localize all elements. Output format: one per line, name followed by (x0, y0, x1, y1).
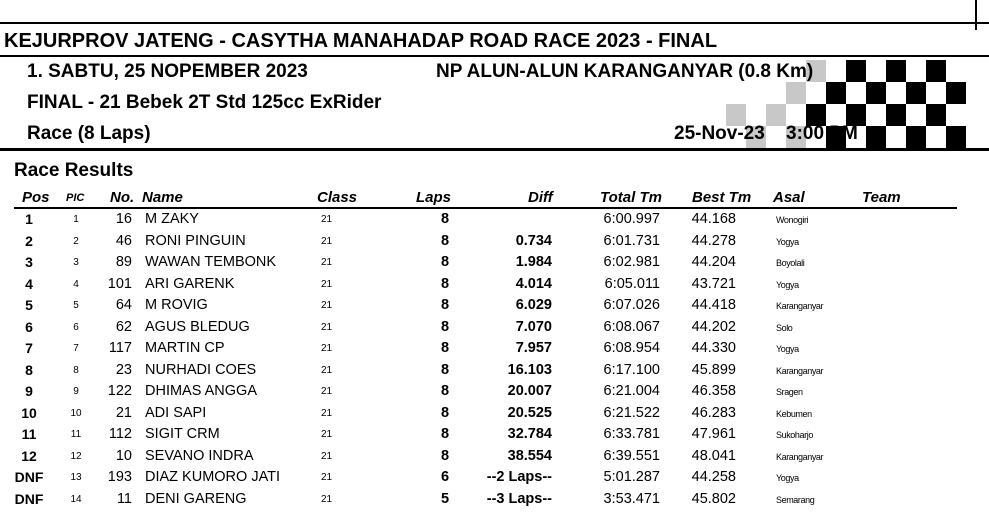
cell-pic: 8 (73, 364, 79, 376)
cell-no: 46 (115, 232, 132, 249)
table-row (0, 381, 989, 403)
cell-name: SIGIT CRM (145, 426, 220, 442)
cell-laps: 8 (440, 297, 450, 313)
col-asal: Asal (773, 189, 805, 206)
cell-diff: 7.957 (515, 340, 552, 356)
cell-name: MARTIN CP (145, 340, 225, 356)
cell-best: 46.358 (691, 383, 736, 399)
cell-pos: 8 (25, 361, 33, 378)
table-row (0, 424, 989, 446)
col-diff: Diff (528, 189, 553, 206)
top-right-rule (975, 0, 977, 30)
cell-laps: 8 (440, 383, 450, 399)
cell-name: ARI GARENK (145, 275, 235, 292)
table-row (0, 446, 989, 468)
cell-pic: 6 (73, 321, 79, 333)
cell-pic: 3 (73, 257, 79, 268)
section-title: Race Results (14, 160, 134, 181)
cell-no: 11 (116, 490, 132, 507)
cell-no: 193 (107, 469, 132, 485)
cell-cls: 21 (321, 386, 333, 397)
cell-pos: 12 (21, 447, 37, 464)
table-row (0, 338, 989, 360)
col-no: No. (110, 189, 135, 206)
race-time: 3:00 PM (786, 123, 858, 144)
table-row (0, 209, 989, 231)
cell-total: 3:53.471 (603, 490, 660, 507)
cell-diff: 7.070 (515, 318, 552, 335)
cell-diff: 6.029 (515, 297, 552, 313)
cell-total: 6:07.026 (603, 297, 660, 313)
flag-square (866, 82, 886, 104)
cell-total: 6:00.997 (603, 211, 660, 227)
table-row (0, 489, 989, 511)
table-row (0, 467, 989, 489)
cell-diff: 38.554 (507, 447, 552, 464)
cell-asal: Sukoharjo (776, 430, 813, 440)
cell-cls: 21 (321, 321, 333, 333)
cell-asal: Yogya (776, 279, 799, 290)
cell-asal: Yogya (776, 473, 799, 483)
cell-total: 6:01.731 (603, 232, 660, 249)
table-row (0, 274, 989, 296)
cell-asal: Semarang (776, 494, 815, 505)
cell-laps: 8 (440, 404, 450, 421)
cell-laps: 8 (440, 254, 450, 270)
cell-no: 64 (115, 297, 132, 313)
cell-pic: 2 (73, 235, 79, 247)
race-laps: Race (8 Laps) (27, 123, 151, 144)
cell-no: 16 (115, 211, 132, 227)
flag-square (826, 82, 846, 104)
race-date: 25-Nov-23 (674, 123, 765, 144)
cell-name: AGUS BLEDUG (145, 318, 250, 335)
cell-no: 117 (108, 340, 132, 356)
col-name: Name (142, 189, 183, 206)
table-row (0, 231, 989, 253)
cell-laps: 8 (440, 426, 450, 442)
cell-name: M ROVIG (145, 297, 208, 313)
cell-total: 5:01.287 (603, 469, 660, 485)
table-row (0, 252, 989, 274)
cell-laps: 8 (440, 275, 450, 292)
col-class: Class (317, 189, 358, 206)
flag-square (926, 104, 946, 126)
cell-name: SEVANO INDRA (145, 447, 254, 464)
cell-pos: 1 (25, 211, 33, 227)
class-title: FINAL - 21 Bebek 2T Std 125cc ExRider (27, 92, 382, 113)
cell-laps: 8 (440, 340, 450, 356)
cell-name: NURHADI COES (145, 361, 257, 378)
flag-square (906, 82, 926, 104)
cell-laps: 8 (440, 232, 450, 249)
cell-pos: 7 (25, 340, 33, 356)
cell-best: 43.721 (691, 275, 736, 292)
cell-best: 44.204 (691, 254, 736, 270)
cell-asal: Boyolali (776, 258, 805, 268)
col-best-time: Best Tm (692, 189, 752, 206)
cell-pos: 11 (21, 426, 37, 442)
cell-cls: 21 (321, 407, 333, 419)
col-pos: Pos (22, 189, 50, 206)
cell-pic: 9 (73, 386, 79, 397)
cell-best: 44.278 (691, 232, 736, 249)
cell-diff: --2 Laps-- (486, 469, 552, 485)
cell-laps: 8 (440, 447, 450, 464)
cell-pic: 11 (70, 429, 82, 440)
cell-diff: --3 Laps-- (486, 490, 552, 507)
cell-pos: DNF (14, 490, 44, 507)
cell-asal: Wonogiri (776, 215, 809, 225)
cell-cls: 21 (321, 278, 333, 290)
col-total-time: Total Tm (600, 189, 662, 206)
cell-diff: 32.784 (507, 426, 552, 442)
cell-no: 62 (115, 318, 132, 335)
cell-pic: 13 (70, 472, 82, 483)
cell-asal: Karanganyar (776, 365, 824, 376)
cell-best: 45.802 (691, 490, 736, 507)
cell-name: DIAZ KUMORO JATI (145, 469, 281, 485)
cell-laps: 8 (440, 211, 450, 227)
cell-pos: 4 (25, 275, 33, 292)
cell-cls: 21 (321, 493, 333, 505)
flag-square (906, 126, 926, 148)
flag-square (946, 82, 966, 104)
cell-cls: 21 (321, 300, 333, 311)
session-date: 1. SABTU, 25 NOPEMBER 2023 (27, 61, 308, 82)
cell-asal: Solo (776, 322, 793, 333)
cell-best: 44.168 (691, 211, 736, 227)
cell-pic: 12 (70, 450, 82, 462)
cell-cls: 21 (321, 364, 333, 376)
cell-no: 21 (115, 404, 132, 421)
table-row (0, 360, 989, 382)
cell-cls: 21 (321, 257, 333, 268)
top-rule (0, 22, 989, 24)
cell-diff: 4.014 (515, 275, 552, 292)
cell-name: RONI PINGUIN (145, 232, 246, 249)
cell-asal: Yogya (776, 344, 799, 354)
cell-pos: 10 (21, 404, 37, 421)
cell-diff: 16.103 (507, 361, 552, 378)
venue: NP ALUN-ALUN KARANGANYAR (0.8 Km) (436, 61, 814, 82)
cell-cls: 21 (321, 214, 333, 225)
cell-no: 112 (108, 426, 132, 442)
cell-name: DHIMAS ANGGA (145, 383, 257, 399)
cell-best: 47.961 (691, 426, 736, 442)
cell-asal: Karanganyar (776, 301, 824, 311)
cell-diff: 1.984 (515, 254, 552, 270)
cell-name: ADI SAPI (145, 404, 207, 421)
cell-best: 44.330 (691, 340, 736, 356)
cell-best: 44.202 (691, 318, 736, 335)
flag-square (886, 60, 906, 82)
cell-best: 45.899 (691, 361, 736, 378)
cell-total: 6:33.781 (603, 426, 660, 442)
cell-best: 44.258 (691, 469, 736, 485)
cell-cls: 21 (321, 343, 333, 354)
cell-total: 6:05.011 (604, 275, 660, 292)
col-pic: PIC (66, 192, 85, 204)
cell-pos: 6 (25, 318, 33, 335)
cell-diff: 20.007 (507, 383, 552, 399)
cell-pos: 2 (25, 232, 33, 249)
cell-pos: 9 (25, 383, 33, 399)
col-laps: Laps (416, 189, 452, 206)
cell-total: 6:08.954 (603, 340, 660, 356)
cell-name: WAWAN TEMBONK (145, 254, 277, 270)
cell-total: 6:21.004 (603, 383, 660, 399)
table-row (0, 317, 989, 339)
cell-asal: Yogya (776, 236, 799, 247)
table-row (0, 403, 989, 425)
col-team: Team (862, 189, 901, 206)
flag-square (766, 104, 786, 126)
cell-asal: Kebumen (776, 408, 812, 419)
cell-no: 101 (107, 275, 132, 292)
cell-asal: Karanganyar (776, 451, 824, 462)
flag-square (786, 82, 806, 104)
cell-laps: 6 (440, 469, 450, 485)
cell-total: 6:02.981 (603, 254, 660, 270)
flag-square (886, 104, 906, 126)
cell-best: 44.418 (691, 297, 736, 313)
cell-total: 6:21.522 (603, 404, 660, 421)
cell-cls: 21 (321, 472, 333, 483)
cell-cls: 21 (321, 235, 333, 247)
cell-best: 46.283 (691, 404, 736, 421)
cell-cls: 21 (321, 429, 333, 440)
cell-name: DENI GARENG (145, 490, 247, 507)
cell-laps: 8 (440, 361, 450, 378)
cell-no: 10 (115, 447, 132, 464)
cell-pic: 7 (73, 343, 79, 354)
cell-pic: 5 (73, 300, 79, 311)
cell-pic: 14 (70, 493, 82, 505)
event-title: KEJURPROV JATENG - CASYTHA MANAHADAP ROAD RACE 2023 - FINAL (4, 30, 718, 52)
flag-square (866, 126, 886, 148)
flag-square (946, 126, 966, 148)
cell-no: 89 (115, 254, 132, 270)
cell-laps: 8 (440, 318, 450, 335)
table-row (0, 295, 989, 317)
cell-name: M ZAKY (145, 211, 199, 227)
cell-no: 122 (107, 383, 132, 399)
cell-pic: 1 (73, 214, 79, 225)
cell-total: 6:39.551 (603, 447, 660, 464)
cell-pos: DNF (14, 469, 44, 485)
cell-pos: 5 (25, 297, 33, 313)
cell-asal: Sragen (776, 387, 803, 397)
cell-cls: 21 (321, 450, 333, 462)
cell-diff: 0.734 (515, 232, 552, 249)
flag-square (846, 60, 866, 82)
cell-laps: 5 (440, 490, 450, 507)
cell-diff: 20.525 (507, 404, 552, 421)
cell-total: 6:17.100 (603, 361, 660, 378)
header-rule (0, 148, 989, 151)
flag-square (926, 60, 946, 82)
cell-no: 23 (115, 361, 132, 378)
cell-pos: 3 (25, 254, 33, 270)
cell-pic: 10 (70, 407, 82, 419)
title-rule (0, 55, 989, 57)
cell-pic: 4 (73, 278, 79, 290)
cell-total: 6:08.067 (603, 318, 660, 335)
cell-best: 48.041 (691, 447, 736, 464)
